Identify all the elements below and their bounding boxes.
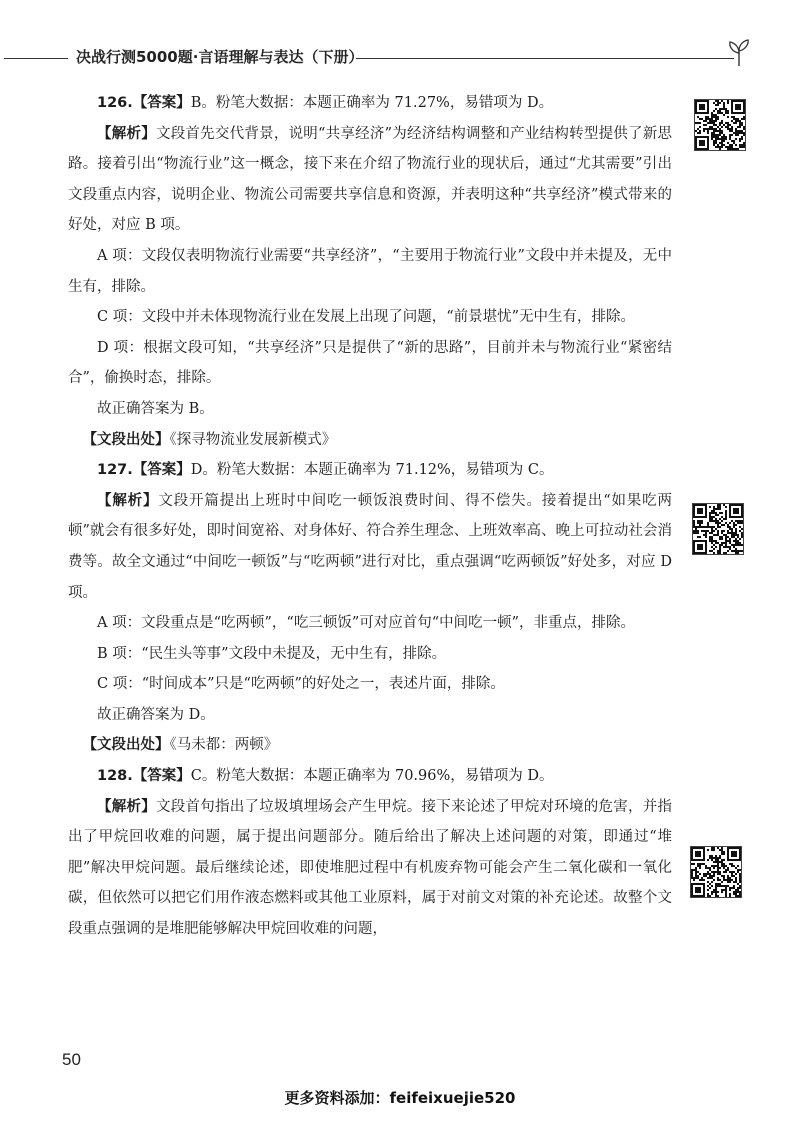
q127-source: 【文段出处】《马未都：两顿》	[82, 737, 279, 754]
page-number: 50	[62, 1050, 81, 1069]
q126-conclusion: 故正确答案为 B。	[97, 400, 214, 417]
q127-conclusion: 故正确答案为 D。	[97, 706, 215, 723]
header-rule-left	[4, 58, 68, 59]
book-title: 决战行测5000题·言语理解与表达（下册）	[76, 48, 364, 66]
q127-answer: 127.【答案】D。粉笔大数据：本题正确率为 71.12%，易错项为 C。	[97, 462, 554, 479]
q127-option-b: B 项：“民生头等事”文段中未提及，无中生有，排除。	[97, 645, 447, 662]
q126-answer: 126.【答案】B。粉笔大数据：本题正确率为 71.27%，易错项为 D。	[97, 95, 554, 111]
running-header	[0, 38, 800, 78]
q127-option-c: C 项：“时间成本”只是“吃两顿”的好处之一，表述片面，排除。	[97, 676, 505, 693]
q126-source: 【文段出处】《探寻物流业发展新模式》	[82, 431, 337, 448]
q127-option-a: A 项：文段重点是“吃两顿”，“吃三顿饭”可对应首句“中间吃一顿”，非重点，排除。	[97, 615, 636, 632]
q126-option-a: A 项：文段仅表明物流行业需要“共享经济”，“主要用于物流行业”文段中并未提及，无中生有，排除。	[68, 247, 672, 295]
header-rule-right	[356, 58, 734, 59]
qr-code-icon[interactable]	[694, 99, 746, 151]
footer-note: 更多资料添加：feifeixuejie520	[284, 1089, 516, 1107]
q128-answer: 128.【答案】C。粉笔大数据：本题正确率为 70.96%，易错项为 D。	[97, 768, 554, 785]
qr-code-icon[interactable]	[692, 503, 744, 555]
q127-analysis: 【解析】文段开篇提出上班时中间吃一顿饭浪费时间、得不偿失。接着提出“如果吃两顿”就会有很多好处，即时间宽裕、对身体好、符合养生理念、上班效率高、晚上可拉动社会消费等。故全文通过“中间吃一顿饭”与“吃两顿”进行对比，重点强调“吃两顿饭”好处多，对应 D 项。	[68, 492, 672, 601]
answer-explanations	[68, 88, 672, 945]
leaf-sprout-icon	[724, 38, 754, 68]
qr-code-icon[interactable]	[690, 846, 742, 898]
q126-option-c: C 项：文段中并未体现物流行业在发展上出现了问题，“前景堪忧”无中生有，排除。	[97, 309, 636, 326]
q128-analysis: 【解析】文段首句指出了垃圾填埋场会产生甲烷。接下来论述了甲烷对环境的危害，并指出了甲烷回收难的问题，属于提出问题部分。随后给出了解决上述问题的对策，即通过“堆肥”解决甲烷问题。最后继续论述，即使堆肥过程中有机废弃物可能会产生二氧化碳和一氧化碳，但依然可以把它们用作液态燃料或其他工业原料，属于对前文对策的补充论述。故整个文段重点强调的是堆肥能够解决甲烷回收难的问题，	[68, 798, 672, 938]
q126-option-d: D 项：根据文段可知，“共享经济”只是提供了“新的思路”，目前并未与物流行业“紧密结合”，偷换时态，排除。	[68, 339, 672, 387]
q126-analysis: 【解析】文段首先交代背景，说明“共享经济”为经济结构调整和产业结构转型提供了新思路。接着引出“物流行业”这一概念，接下来在介绍了物流行业的现状后，通过“尤其需要”引出文段重点内容，说明企业、物流公司需要共享信息和资源，并表明这种“共享经济”模式带来的好处，对应 B 项。	[68, 125, 673, 234]
